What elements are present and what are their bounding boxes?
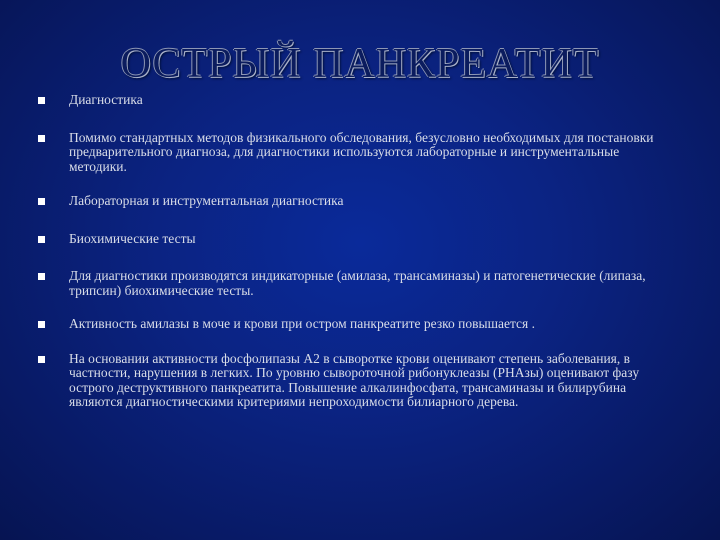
bullet-item: [38, 269, 678, 298]
bullet-text: Активность амилазы в моче и крови при остром панкреатите резко повышается .: [69, 316, 535, 331]
bullet-item: [38, 93, 678, 108]
square-bullet-icon: [38, 236, 45, 243]
bullet-text: Лабораторная и инструментальная диагностика: [69, 193, 344, 208]
bullet-item: [38, 232, 678, 247]
bullet-text: Биохимические тесты: [69, 230, 196, 246]
square-bullet-icon: [38, 198, 45, 205]
bullet-text: Для диагностики производятся индикаторные (амилаза, трансаминазы) и патогенетические (липаза, трипсин) биохимические тесты.: [69, 268, 646, 298]
bullet-item: [38, 352, 678, 410]
square-bullet-icon: [38, 356, 45, 363]
bullet-text: Помимо стандартных методов физикального обследования, безусловно необходимых для постановки предварительного диагноза, для диагностики используются лабораторные и инструментальные методики.: [69, 129, 654, 174]
square-bullet-icon: [38, 273, 45, 280]
bullet-item: [38, 194, 678, 209]
bullet-text: На основании активности фосфолипазы А2 в сыворотке крови оценивают степень заболевания, в частности, нарушения в легких. По уровню сывороточной рибонуклеазы (РНАзы) оценивают фазу острого деструктивного панкреатита. Повышение алкалинфосфата, трансаминазы и билирубина являются диагностическими критериями непроходимости билиарного дерева.: [69, 350, 640, 409]
square-bullet-icon: [38, 321, 45, 328]
bullet-text: Диагностика: [69, 92, 143, 107]
bullet-list: [38, 93, 678, 410]
slide-title: ОСТРЫЙ ПАНКРЕАТИТ: [120, 41, 600, 87]
square-bullet-icon: [38, 135, 45, 142]
bullet-item: [38, 131, 678, 175]
bullet-item: [38, 317, 678, 332]
square-bullet-icon: [38, 97, 45, 104]
